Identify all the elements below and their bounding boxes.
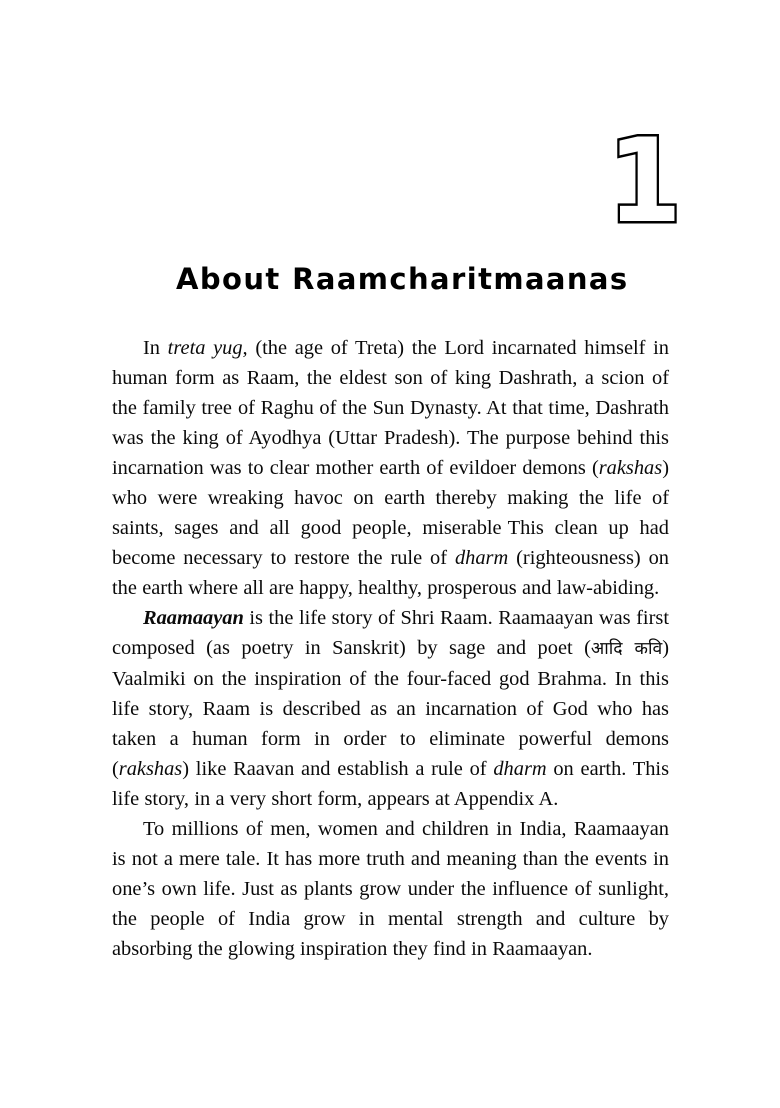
- italic-term: rakshas: [118, 758, 183, 780]
- text-run: ) who were wreaking havoc on earth thereby making the life of saints, sages and all good people, miserable: [112, 457, 669, 539]
- text-run: (righteousness) on the earth where all are happy, healthy, prosperous and law-abiding.: [112, 547, 669, 599]
- text-run: is the life story of Shri Raam. Raamaayan was first composed (as poetry in Sanskrit) by sage and poet (: [112, 607, 669, 659]
- text-run: on earth. This life story, in a very short form, appears at Appendix A.: [112, 758, 670, 810]
- text-run: of Raghu of the Sun Dynasty. At that time, Dashrath was the king of Ayodhya (Uttar Pradesh). The purpose behind this incarnation was to clear mother earth of evildoer demons (: [112, 397, 669, 479]
- devanagari-term: आदि कवि: [590, 639, 663, 659]
- italic-term: treta yug,: [167, 337, 248, 359]
- chapter-number: 1: [607, 114, 682, 249]
- paragraph-2: [112, 603, 669, 814]
- paragraph-3: [112, 814, 669, 964]
- text-run: This clean up had become necessary to restore the rule of: [112, 517, 669, 569]
- body-text: [112, 333, 669, 964]
- bold-italic-term: Raamaayan: [143, 607, 244, 629]
- page-title: About Raamcharitmaanas: [176, 262, 629, 296]
- text-run: ) like Raavan and establish a rule of: [182, 758, 494, 780]
- text-run: ) Vaalmiki on the inspiration of the four-faced god Brahma. In this life story, Raam is described as an incarnation of God who has taken a human form in order to eliminate powerful demons (: [112, 637, 669, 780]
- italic-term: rakshas: [598, 457, 663, 479]
- text-run: To millions of men, women and children in India, Raamaayan is not a mere tale. It has more truth and meaning than the events in one’s own life. Just as plants grow under the influence of sunlight, the people of India grow in mental strength and culture by absorbing the glowing inspiration they find in Raamaayan.: [112, 818, 669, 960]
- italic-term: dharm: [454, 547, 509, 569]
- paragraph-1: [112, 333, 669, 603]
- italic-term: dharm: [493, 758, 547, 780]
- text-run: (the age of Treta) the Lord incarnated himself in human form as Raam, the eldest son of king Dashrath, a scion of the family tree: [112, 337, 669, 419]
- text-run: In: [143, 337, 168, 359]
